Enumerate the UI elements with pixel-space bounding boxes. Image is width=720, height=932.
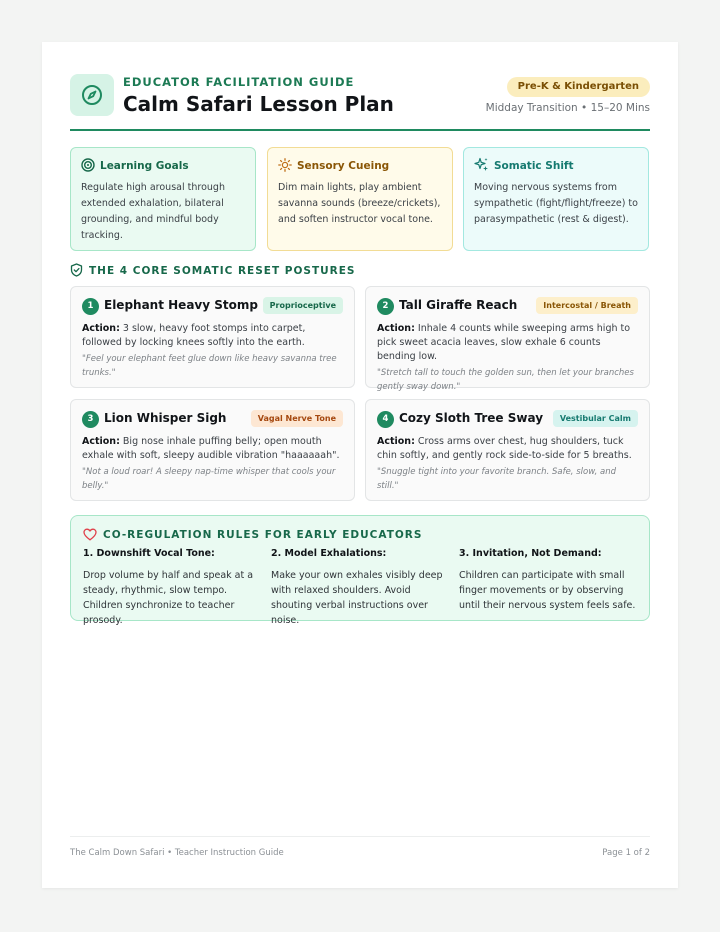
session-timing: Midday Transition • 15–20 Mins (485, 102, 650, 114)
sparkles-icon (474, 157, 489, 176)
page-title: Calm Safari Lesson Plan (123, 92, 394, 116)
learning-goals-body: Regulate high arousal through extended exhalation, bilateral grounding, and mindful body tracking. (81, 182, 225, 241)
posture-action (82, 435, 343, 463)
heart-icon (83, 526, 97, 545)
rule-heading: 2. Model Exhalations: (271, 548, 387, 559)
footer-title: The Calm Down Safari • Teacher Instruction Guide (70, 848, 284, 858)
sun-icon (278, 157, 292, 176)
posture-number: 3 (82, 411, 99, 428)
posture-number: 1 (82, 298, 99, 315)
action-label: Action: (82, 323, 120, 334)
rule-body: Children can participate with small finger movements or by observing until their nervous system feels safe. (459, 570, 636, 611)
action-text: Inhale 4 counts while sweeping arms high to pick sweet acacia leaves, slow exhale 6 counts bending low. (377, 323, 631, 362)
posture-title: Lion Whisper Sigh (104, 411, 227, 425)
posture-card-sloth (365, 399, 650, 501)
rule-heading: 3. Invitation, Not Demand: (459, 548, 602, 559)
posture-number: 4 (377, 411, 394, 428)
posture-action (377, 322, 638, 364)
posture-tag: Vagal Nerve Tone (251, 410, 343, 427)
posture-tag: Proprioceptive (263, 297, 343, 314)
somatic-shift-title: Somatic Shift (494, 160, 574, 172)
guide-eyebrow: EDUCATOR FACILITATION GUIDE (123, 75, 355, 89)
posture-tag: Intercostal / Breath (536, 297, 638, 314)
coregulation-rule (459, 548, 637, 613)
somatic-shift-body: Moving nervous systems from sympathetic (fight/flight/freeze) to parasympathetic (rest & digest). (474, 182, 638, 225)
posture-action (82, 322, 343, 350)
target-icon (81, 157, 95, 176)
posture-quote: "Feel your elephant feet glue down like heavy savanna tree trunks." (82, 354, 337, 378)
coregulation-rule (83, 548, 261, 628)
coregulation-title: CO-REGULATION RULES FOR EARLY EDUCATORS (103, 529, 423, 541)
action-label: Action: (377, 323, 415, 334)
postures-section-title: THE 4 CORE SOMATIC RESET POSTURES (89, 265, 356, 277)
grade-badge: Pre-K & Kindergarten (507, 77, 650, 97)
action-label: Action: (377, 436, 415, 447)
posture-quote: "Stretch tall to touch the golden sun, then let your branches gently sway down." (377, 368, 634, 392)
learning-goals-title: Learning Goals (100, 160, 189, 172)
posture-card-elephant (70, 286, 355, 388)
coregulation-rules-panel (70, 515, 650, 626)
posture-tag: Vestibular Calm (553, 410, 638, 427)
footer-divider (70, 836, 650, 837)
posture-quote: "Not a loud roar! A sleepy nap-time whisper that cools your belly." (82, 467, 336, 491)
posture-title: Tall Giraffe Reach (399, 298, 518, 312)
posture-title: Elephant Heavy Stomp (104, 298, 258, 312)
rule-body: Make your own exhales visibly deep with relaxed shoulders. Avoid shouting verbal instructions over noise. (271, 570, 443, 626)
compass-icon (70, 74, 114, 116)
action-label: Action: (82, 436, 120, 447)
shield-check-icon (70, 262, 83, 281)
posture-title: Cozy Sloth Tree Sway (399, 411, 544, 425)
rule-heading: 1. Downshift Vocal Tone: (83, 548, 215, 559)
coregulation-rule (271, 548, 449, 628)
action-text: Big nose inhale puffing belly; open mouth exhale with soft, sleepy audible vibration "haaaaaah". (82, 436, 340, 461)
page-number: Page 1 of 2 (602, 848, 650, 858)
page-header (70, 74, 650, 132)
lesson-plan-page (42, 42, 678, 888)
action-text: Cross arms over chest, hug shoulders, tuck chin softly, and gently rock side-to-side for 5 breaths. (377, 436, 632, 461)
posture-number: 2 (377, 298, 394, 315)
action-text: 3 slow, heavy foot stomps into carpet, followed by locking knees softly into the earth. (82, 323, 306, 348)
rule-body: Drop volume by half and speak at a steady, rhythmic, slow tempo. Children synchronize to teacher prosody. (83, 570, 254, 626)
somatic-shift-card (463, 147, 649, 251)
posture-card-giraffe (365, 286, 650, 392)
sensory-cueing-title: Sensory Cueing (297, 160, 390, 172)
learning-goals-card (70, 147, 256, 251)
sensory-cueing-body: Dim main lights, play ambient savanna sounds (breeze/crickets), and soften instructor vocal tone. (278, 182, 441, 225)
header-divider (70, 129, 650, 131)
posture-card-lion (70, 399, 355, 501)
postures-section-heading (70, 263, 355, 279)
posture-action (377, 435, 638, 463)
posture-quote: "Snuggle tight into your favorite branch. Safe, slow, and still." (377, 467, 617, 491)
sensory-cueing-card (267, 147, 453, 251)
coregulation-heading (83, 527, 422, 543)
